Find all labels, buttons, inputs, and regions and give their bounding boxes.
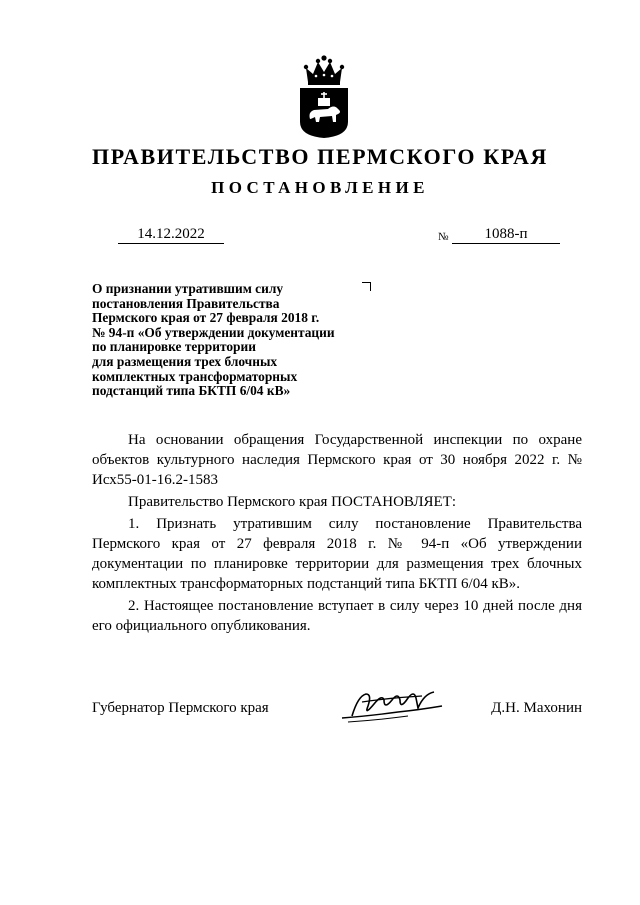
document-body: [92, 430, 582, 638]
subject-line: О признании утратившим силу: [92, 281, 284, 296]
document-number: 1088-п: [452, 225, 560, 244]
body-paragraph: 2. Настоящее постановление вступает в силу через 10 дней после дня его официального опубликования.: [92, 598, 582, 634]
body-paragraph: 1. Признать утратившим силу постановление Правительства Пермского края от 27 февраля 2018 г. № 94-п «Об утверждении документации по планировке территории для размещения трех блочных комплектных трансформаторных подстанций типа БКТП 6/04 кВ».: [92, 516, 582, 592]
subject-line: комплектных трансформаторных: [92, 368, 298, 384]
subject-line: постановления Правительства: [92, 295, 280, 311]
coat-of-arms-icon: [298, 52, 350, 140]
signatory-name: Д.Н. Махонин: [491, 700, 582, 716]
signature-block: [92, 700, 582, 730]
subject-line: подстанций типа БКТП 6/04 кВ»: [92, 383, 291, 399]
document-type: ПОСТАНОВЛЕНИЕ: [211, 178, 429, 197]
subject-line: № 94-п «Об утверждении документации: [92, 324, 335, 340]
page-title: ПРАВИТЕЛЬСТВО ПЕРМСКОГО КРАЯ: [92, 144, 548, 169]
subject-line: по планировке территории: [92, 339, 256, 355]
subject-line: Пермского края от 27 февраля 2018 г.: [92, 310, 320, 326]
subject-line: для размещения трех блочных: [92, 353, 278, 369]
document-date: 14.12.2022: [118, 225, 224, 244]
number-sign: №: [438, 231, 449, 243]
handwritten-signature-icon: [338, 686, 448, 726]
body-paragraph: На основании обращения Государственной инспекции по охране объектов культурного наследия Пермского края от 30 ноября 2022 г. № Исх55-01-16.2-1583: [92, 432, 582, 488]
document-subject: [92, 282, 382, 399]
body-paragraph: Правительство Пермского края ПОСТАНОВЛЯЕТ:: [128, 494, 457, 510]
signatory-position: Губернатор Пермского края: [92, 700, 269, 716]
corner-mark: [362, 282, 371, 291]
